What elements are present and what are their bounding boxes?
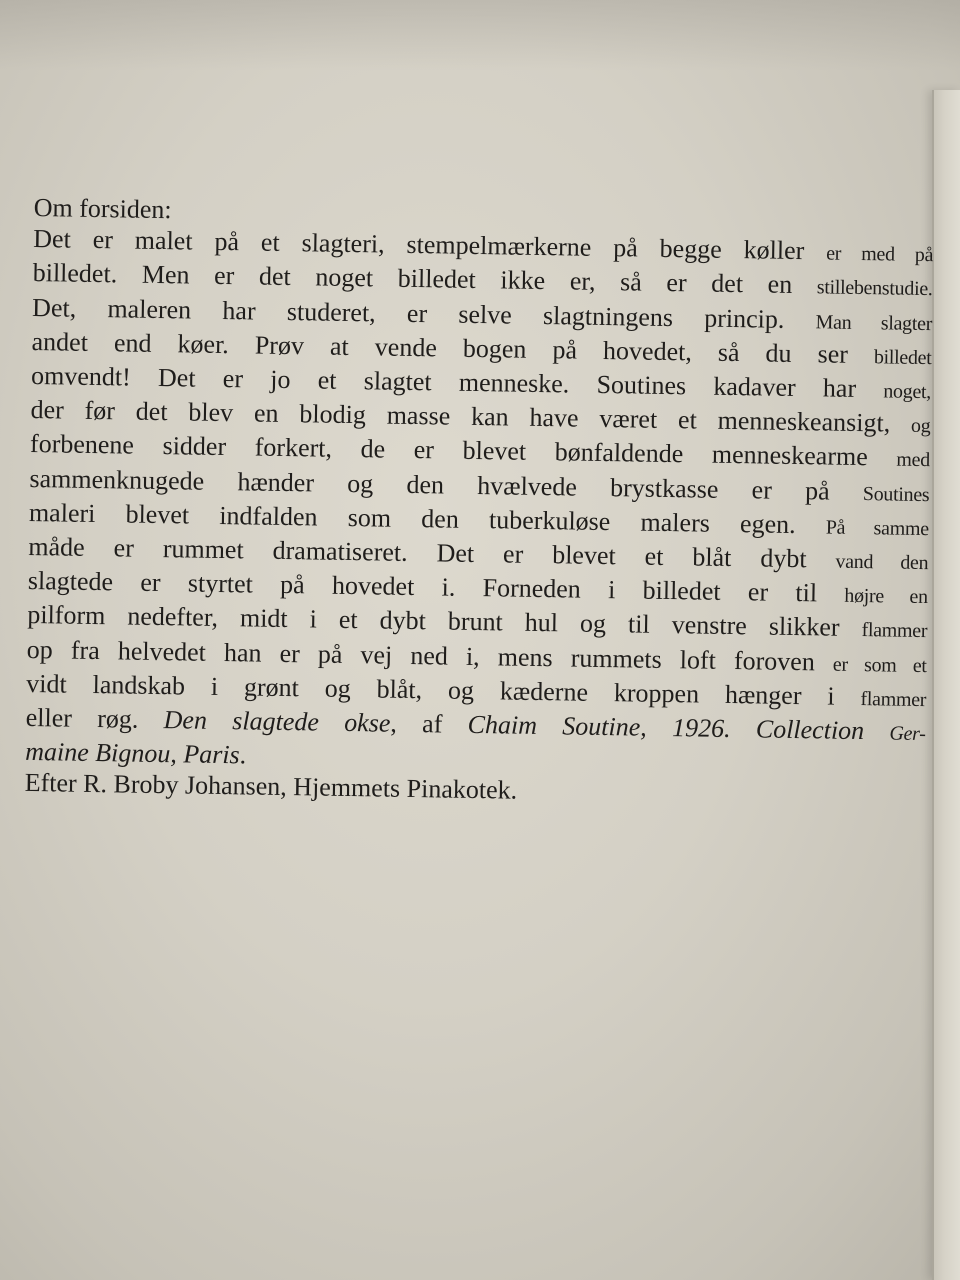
cover-description	[24, 192, 933, 813]
body-line: pilform nedefter, midt i et dybt brunt hul og til venstre slikker flammer	[27, 600, 928, 643]
body-line: forbenene sidder forkert, de er blevet bønfaldende menneskearme med	[29, 429, 931, 472]
source-credit: Efter R. Broby Johansen, Hjemmets Pinakotek.	[24, 768, 518, 806]
top-shadow	[0, 0, 960, 70]
body-line: op fra helvedet han er på vej ned i, mens rummets loft foroven er som et	[26, 634, 927, 677]
artwork-collection-line: maine Bignou, Paris.	[24, 737, 247, 770]
artwork-caption-line: eller røg. Den slagtede okse, af Chaim Soutine, 1926. Collection Ger-	[25, 702, 926, 746]
body-line: Det, maleren har studeret, er selve slagtningens princip. Man slagter	[31, 292, 933, 335]
body-line: slagtede er styrtet på hovedet i. Forneden i billedet er til højre en	[27, 566, 928, 609]
body-line: måde er rummet dramatiseret. Det er blevet et blåt dybt vand den	[28, 531, 929, 575]
body-line: vidt landskab i grønt og blåt, og kæderne kroppen hænger i flammer	[26, 668, 927, 711]
body-line: der før det blev en blodig masse kan have været et menneskeansigt, og	[30, 395, 931, 439]
body-line: omvendt! Det er jo et slagtet menneske. Soutines kadaver har noget,	[30, 360, 932, 404]
body-line: Det er malet på et slagteri, stempelmærkerne på begge køller er med på	[33, 224, 934, 267]
body-line: billedet. Men er det noget billedet ikke er, så er det en stillebenstudie.	[32, 258, 933, 301]
next-page-edge	[932, 90, 960, 1280]
section-heading: Om forsiden:	[33, 192, 172, 225]
body-line: andet end køer. Prøv at vende bogen på hovedet, så du ser billedet	[31, 326, 932, 370]
body-line: maleri blevet indfalden som den tuberkuløse malers egen. På samme	[28, 497, 929, 540]
body-line: sammenknugede hænder og den hvælvede brystkasse er på Soutines	[29, 463, 930, 506]
artist-name: Chaim Soutine, 1926. Collection	[467, 709, 890, 746]
artwork-title: Den slagtede okse	[163, 705, 391, 738]
